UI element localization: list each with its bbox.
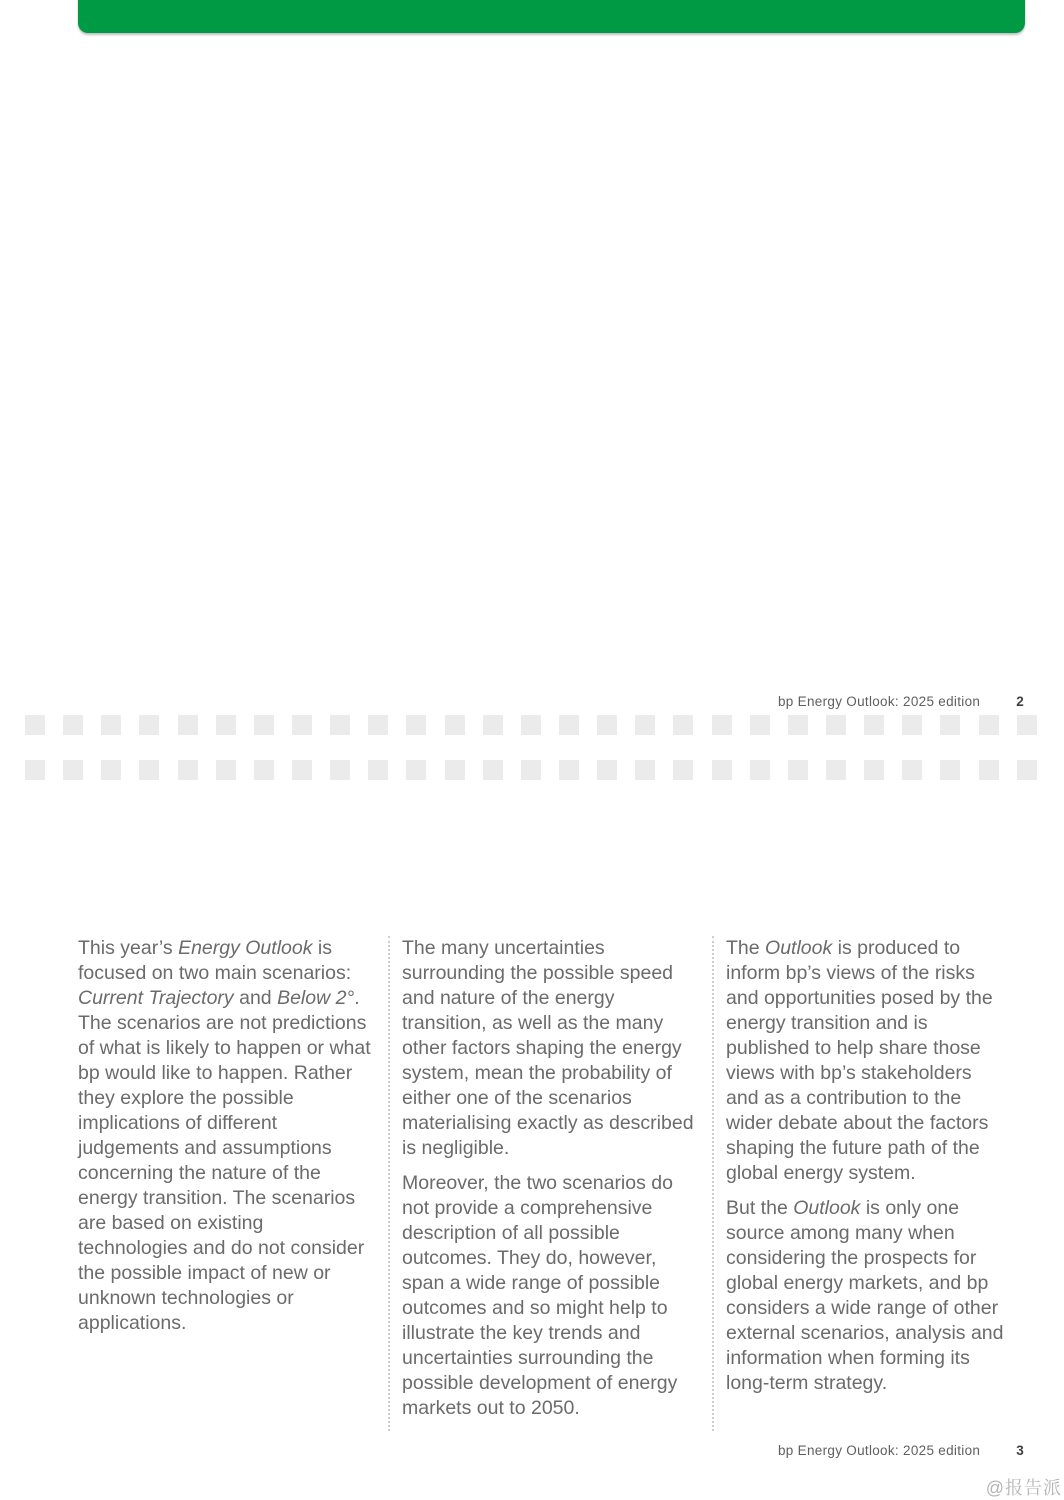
decor-square <box>940 760 960 780</box>
decor-square <box>445 760 465 780</box>
body-text-columns <box>78 936 1020 1431</box>
decor-square <box>635 715 655 735</box>
decor-square <box>788 715 808 735</box>
paragraph: But the Outlook is only one source among many when considering the prospects for global energy markets, and bp considers a wide range of other external scenarios, analysis and information when forming its long-term strategy. <box>726 1197 1004 1394</box>
decor-square <box>330 760 350 780</box>
decor-square <box>864 760 884 780</box>
decor-square <box>788 760 808 780</box>
decor-square <box>635 760 655 780</box>
text-column-2 <box>388 936 712 1431</box>
decor-square <box>902 760 922 780</box>
decor-square <box>368 715 388 735</box>
decor-square <box>712 760 732 780</box>
text-column-3 <box>712 936 1020 1431</box>
decor-square <box>445 715 465 735</box>
footer-label: bp Energy Outlook: 2025 edition <box>778 694 981 709</box>
paragraph: The many uncertainties surrounding the possible speed and nature of the energy transition, as well as the many other factors shaping the energy system, mean the probability of either one of the scenarios materialising exactly as described is negligible. <box>402 937 694 1159</box>
decor-square <box>254 715 274 735</box>
decor-square <box>25 760 45 780</box>
decor-square <box>216 715 236 735</box>
decor-square <box>673 760 693 780</box>
decor-square <box>139 760 159 780</box>
page-footer-bottom <box>778 1443 1024 1458</box>
decor-square <box>712 715 732 735</box>
paragraph: Moreover, the two scenarios do not provide a comprehensive description of all possible outcomes. They do, however, span a wide range of possible outcomes and so might help to illustrate the key trends and uncertainties surrounding the possible development of energy markets out to 2050. <box>402 1172 678 1419</box>
decor-square <box>597 715 617 735</box>
decor-square <box>559 760 579 780</box>
decor-square <box>750 715 770 735</box>
paragraph: This year’s Energy Outlook is focused on two main scenarios: Current Trajectory and Below 2°. The scenarios are not predictions of what is likely to happen or what bp would like to happen. Rather they explore the possible implications of different judgements and assumptions concerning the nature of the energy transition. The scenarios are based on existing technologies and do not consider the possible impact of new or unknown technologies or applications. <box>78 937 371 1334</box>
footer-label: bp Energy Outlook: 2025 edition <box>778 1443 981 1458</box>
page-number: 3 <box>1016 1443 1024 1458</box>
page-number: 2 <box>1016 694 1024 709</box>
decor-square <box>1017 760 1037 780</box>
decor-square <box>673 715 693 735</box>
decor-square <box>368 760 388 780</box>
decor-square <box>139 715 159 735</box>
decorative-squares-row <box>25 760 1037 780</box>
page-footer-top <box>778 694 1024 709</box>
decor-square <box>25 715 45 735</box>
decor-square <box>521 715 541 735</box>
watermark: @报告派 <box>985 1478 1062 1498</box>
header-brand-bar <box>78 0 1025 33</box>
decor-square <box>826 760 846 780</box>
decor-square <box>483 715 503 735</box>
decor-square <box>292 760 312 780</box>
decor-square <box>63 715 83 735</box>
decor-square <box>979 760 999 780</box>
decor-square <box>902 715 922 735</box>
decorative-squares-row <box>25 715 1037 735</box>
decor-square <box>101 715 121 735</box>
decor-square <box>864 715 884 735</box>
decor-square <box>330 715 350 735</box>
decor-square <box>254 760 274 780</box>
text-column-1 <box>78 936 388 1431</box>
paragraph: The Outlook is produced to inform bp’s views of the risks and opportunities posed by the energy transition and is published to help share those views with bp’s stakeholders and as a contribution to the wider debate about the factors shaping the future path of the global energy system. <box>726 937 993 1184</box>
decor-square <box>940 715 960 735</box>
decor-square <box>597 760 617 780</box>
decor-square <box>559 715 579 735</box>
decor-square <box>178 760 198 780</box>
decor-square <box>483 760 503 780</box>
decor-square <box>521 760 541 780</box>
decor-square <box>178 715 198 735</box>
decor-square <box>406 760 426 780</box>
decor-square <box>979 715 999 735</box>
decor-square <box>101 760 121 780</box>
decor-square <box>750 760 770 780</box>
decor-square <box>406 715 426 735</box>
decor-square <box>292 715 312 735</box>
decor-square <box>216 760 236 780</box>
decor-square <box>63 760 83 780</box>
decor-square <box>826 715 846 735</box>
decor-square <box>1017 715 1037 735</box>
